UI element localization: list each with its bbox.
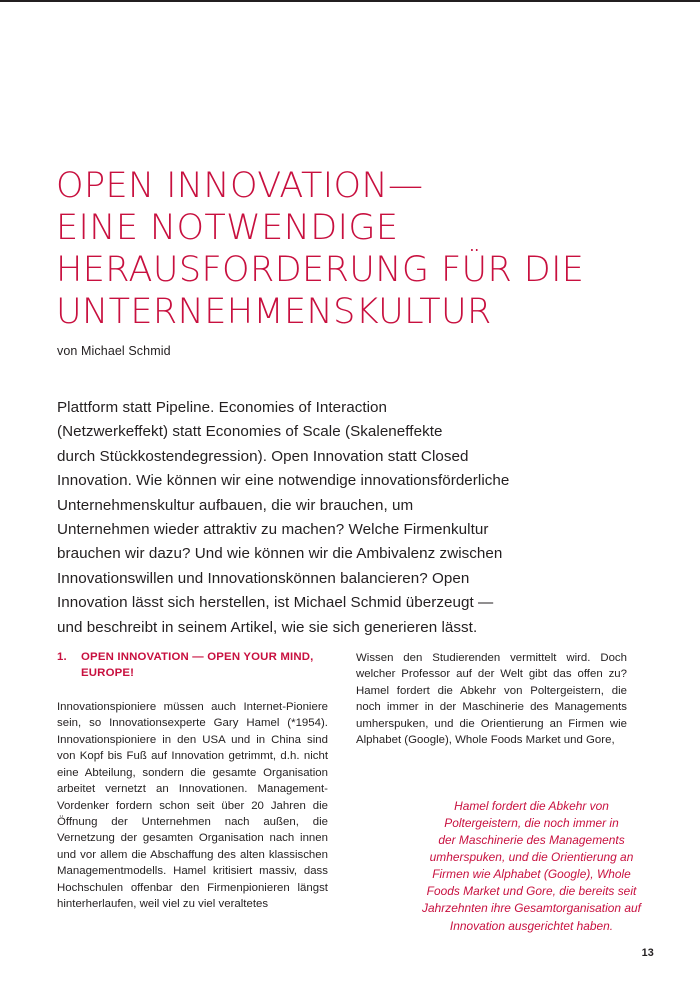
pull-quote-line-6: Foods Market und Gore, die bereits seit [426, 884, 637, 899]
lead-line-2: (Netzwerkeffekt) statt Economies of Scale (Skaleneffekte [57, 423, 443, 441]
lead-line-10: und beschreibt in seinem Artikel, wie sie sich generieren lässt. [57, 618, 478, 636]
body-paragraph-right: Wissen den Studierenden vermittelt wird. Doch welcher Professor auf der Welt gibt das offen zu? Hamel fordert die Abkehr von Poltergeistern, die noch immer in der Maschinerie des Managements umherspuken, und die Orientierung an Firmen wie Alphabet (Google), Whole Foods Market und Gore, [356, 652, 627, 747]
pull-quote-line-5: Firmen wie Alphabet (Google), Whole [432, 867, 631, 882]
body-columns [57, 649, 641, 939]
page-title-line-4: UNTERNEHMENSKULTUR [56, 292, 492, 333]
lead-line-4: Innovation. Wie können wir eine notwendige innovationsförderliche [57, 472, 510, 490]
pull-quote-line-1: Hamel fordert die Abkehr von [454, 798, 609, 813]
body-paragraph-left: Innovationspioniere müssen auch Internet-Pioniere sein, so Innovationsexperte Gary Hamel (*1954). Innovationspioniere in den USA und in China sind von Kopf bis Fuß auf Innovation getrimmt, d.h. nicht eine Abteilung, sondern die gesamte Organisation arbeitet vernetzt an Innovationen. Management-Vordenker fordern schon seit über 20 Jahren die Öffnung der Unternehmen nach außen, die Vernetzung der gesamten Organisation nach innen und vor allem die Abschaffung des alten klassischen Managementmodells. Hamel kritisiert massiv, dass Hochschulen offenbar den Firmenpionieren längst hinterherlaufen, weil viel zu viel veraltetes [57, 700, 328, 911]
pull-quote-line-2: Poltergeistern, die noch immer in [444, 815, 619, 830]
section-heading [57, 649, 328, 682]
byline: von Michael Schmid [57, 344, 171, 358]
lead-line-1: Plattform statt Pipeline. Economies of Interaction [57, 399, 388, 416]
lead-line-9: Innovation lässt sich herstellen, ist Michael Schmid überzeugt — [57, 594, 494, 612]
page-title-line-3: HERAUSFORDERUNG FÜR DIE [56, 250, 585, 291]
lead-line-7: brauchen wir dazu? Und wie können wir die Ambivalenz zwischen [57, 545, 503, 563]
page-title [56, 165, 652, 333]
body-column-right [356, 649, 627, 749]
lead-line-8: Innovationswillen und Innovationskönnen balancieren? Open [57, 569, 470, 587]
lead-line-6: Unternehmen wieder attraktiv zu machen? Welche Firmenkultur [57, 521, 489, 539]
pull-quote-line-3: der Maschinerie des Managements [438, 833, 625, 848]
section-heading-label: OPEN INNOVATION — OPEN YOUR MIND, EUROPE! [81, 651, 314, 680]
lead-line-3: durch Stückkostendegression). Open Innovation statt Closed [57, 447, 469, 465]
page-title-line-2: EINE NOTWENDIGE [56, 208, 399, 249]
page-number: 13 [641, 947, 654, 959]
page-title-line-1: OPEN INNOVATION— [56, 166, 424, 207]
lead-line-5: Unternehmenskultur aufbauen, die wir brauchen, um [57, 496, 414, 514]
pull-quote-line-7: Jahrzehnten ihre Gesamtorganisation auf [422, 901, 641, 916]
pull-quote-line-8: Innovation ausgerichtet haben. [449, 918, 614, 933]
section-number: 1. [57, 651, 67, 663]
pull-quote-line-4: umherspuken, und die Orientierung an [429, 850, 634, 865]
pull-quote [396, 798, 667, 935]
body-column-left [57, 649, 328, 913]
lead-paragraph [57, 396, 537, 640]
